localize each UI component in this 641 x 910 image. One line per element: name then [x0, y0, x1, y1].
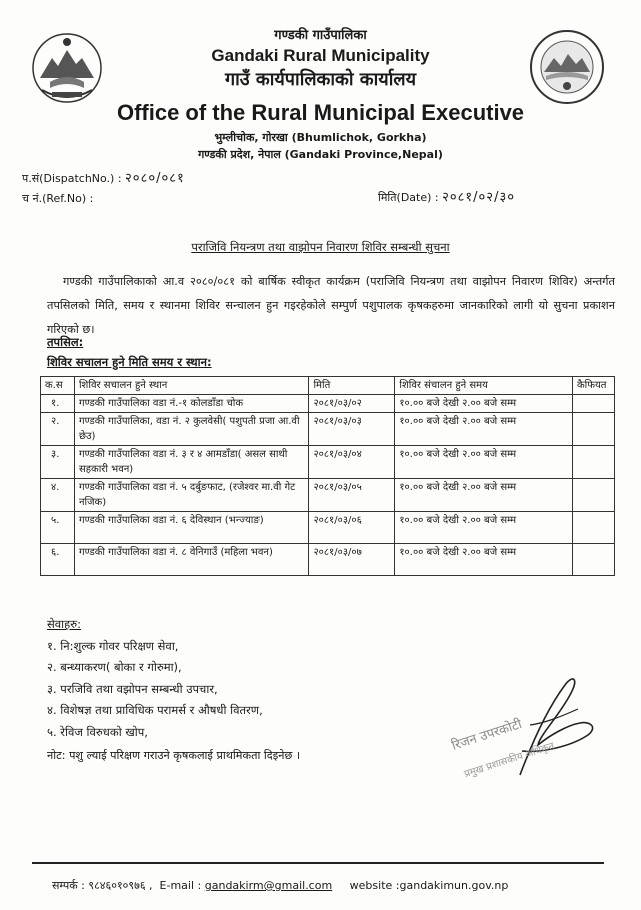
header-time: शिविर संचालन हुने समय — [395, 377, 573, 395]
footer-contact — [52, 878, 508, 893]
dispatch-number — [22, 168, 185, 186]
priority-note: नोट: पशु ल्याई परिक्षण गराउने कृषकलाई प्राथमिकता दिइनेछ । — [47, 749, 301, 762]
table-row — [41, 395, 615, 413]
cell-sn: २. — [41, 413, 75, 446]
signatory-designation: प्रमुख प्रशासकीय अधिकृत — [463, 740, 556, 781]
dispatch-label: प.सं(DispatchNo.) : — [22, 172, 122, 185]
cell-time: १०.०० बजे देखी २.०० बजे सम्म — [395, 512, 573, 544]
cell-time: १०.०० बजे देखी २.०० बजे सम्म — [395, 446, 573, 479]
cell-place: गण्डकी गाउँपालिका वडा नं. ३ र ४ आमडाँडा( असल साथी सहकारी भवन) — [74, 446, 308, 479]
cell-sn: ४. — [41, 479, 75, 512]
address-line-1: भुम्लीचोक, गोरखा (Bhumlichok, Gorkha) — [214, 131, 427, 144]
cell-remarks — [572, 413, 614, 446]
services-title: सेवाहरु: — [47, 617, 82, 631]
cell-date: २०८१/०३/०६ — [309, 512, 395, 544]
cell-time: १०.०० बजे देखी २.०० बजे सम्म — [395, 413, 573, 446]
cell-remarks — [572, 446, 614, 479]
date-value: २०८१/०२/३० — [442, 190, 515, 205]
notice-body: गण्डकी गाउँपालिकाको आ.व २०८०/०८१ को बार्षिक स्वीकृत कार्यक्रम (पराजिवि नियन्त्रण तथा वाझोपन निवारण शिविर) अन्तर्गत तपसिलको मिति, समय र स्थानमा शिविर सन्चालन हुन गइरहेकोले सम्पुर्ण पशुपालक कृषकहरुमा जानकारिको लागी यो सुचना प्रकाशन गरिएको छ। — [47, 275, 615, 336]
date-label: मिति(Date) : — [378, 191, 439, 204]
cell-date: २०८१/०३/०४ — [309, 446, 395, 479]
contact-phone: ९८४६०१०९७६ , — [88, 879, 153, 892]
header-remarks: कैफियत — [572, 377, 614, 395]
office-title-en: Office of the Rural Municipal Executive — [116, 100, 525, 125]
cell-sn: ३. — [41, 446, 75, 479]
cell-remarks — [572, 395, 614, 413]
table-row — [41, 544, 615, 576]
services-list — [47, 614, 263, 743]
signatory-name: रिजन उपरकोटी — [449, 717, 524, 754]
schedule-table — [40, 376, 615, 576]
cell-place: गण्डकी गाउँपालिका वडा नं. ६ देविस्थान (भन्ज्याङ) — [74, 512, 308, 544]
cell-place: गण्डकी गाउँपालिका वडा नं.-१ कोलडाँडा चोक — [74, 395, 308, 413]
office-title-np: गाउँ कार्यपालिकाको कार्यालय — [224, 69, 417, 90]
table-row — [41, 413, 615, 446]
header-place: शिविर सचालन हुने स्थान — [74, 377, 308, 395]
table-row — [41, 446, 615, 479]
cell-date: २०८१/०३/०३ — [309, 413, 395, 446]
list-item: ५. रेविज विरुधको खोप, — [47, 724, 148, 739]
cell-place: गण्डकी गाउँपालिका वडा नं. ८ वेनिगाउँ (महिला भवन) — [74, 544, 308, 576]
cell-remarks — [572, 479, 614, 512]
table-header-row — [41, 377, 615, 395]
email-label: E-mail : — [159, 879, 202, 892]
list-item: १. नि:शुल्क गोवर परिक्षण सेवा, — [47, 638, 179, 653]
header-sn: क.स — [41, 377, 75, 395]
cell-remarks — [572, 544, 614, 576]
email-link[interactable]: gandakirm@gmail.com — [204, 879, 333, 892]
address-line-2: गण्डकी प्रदेश, नेपाल (Gandaki Province,Nepal) — [198, 148, 443, 161]
date-field — [378, 187, 515, 205]
cell-time: १०.०० बजे देखी २.०० बजे सम्म — [395, 544, 573, 576]
website-link[interactable]: gandakimun.gov.np — [399, 879, 509, 892]
cell-sn: ५. — [41, 512, 75, 544]
cell-sn: ६. — [41, 544, 75, 576]
header-date: मिति — [309, 377, 395, 395]
dispatch-value: २०८०/०८१ — [125, 171, 185, 186]
notice-subject: पराजिवि नियन्त्रण तथा वाझोपन निवारण शिविर सम्बन्धी सुचना — [191, 240, 450, 254]
cell-time: १०.०० बजे देखी २.०० बजे सम्म — [395, 479, 573, 512]
cell-sn: १. — [41, 395, 75, 413]
schedule-heading: शिविर सचालन हुने मिति समय र स्थान: — [47, 355, 212, 369]
cell-place: गण्डकी गाउँपालिका, वडा नं. २ कुलवेसी( पशुपती प्रजा आ.वी छेउ) — [74, 413, 308, 446]
footer-divider — [32, 862, 604, 864]
table-row — [41, 479, 615, 512]
cell-remarks — [572, 512, 614, 544]
reference-number — [22, 191, 93, 206]
municipality-title-en: Gandaki Rural Municipality — [211, 46, 430, 65]
table-row — [41, 512, 615, 544]
contact-label: सम्पर्क : — [52, 879, 85, 892]
list-item: ४. विशेषज्ञ तथा प्राविधिक परामर्स र औषधी वितरण, — [47, 703, 263, 717]
tapasil-label: तपसिल: — [47, 335, 84, 349]
cell-time: १०.०० बजे देखी २.०० बजे सम्म — [395, 395, 573, 413]
cell-date: २०८१/०३/०२ — [309, 395, 395, 413]
cell-date: २०८१/०३/०७ — [309, 544, 395, 576]
list-item: ३. परजिवि तथा वझोपन सम्बन्धी उपचार, — [47, 681, 218, 696]
ref-label: च नं.(Ref.No) : — [22, 192, 94, 205]
website-label: website : — [349, 879, 400, 892]
municipality-title-np: गण्डकी गाउँपालिका — [274, 28, 367, 43]
cell-date: २०८१/०३/०५ — [309, 479, 395, 512]
cell-place: गण्डकी गाउँपालिका वडा नं. ५ दर्बुङफाट, (रजेश्वर मा.वी गेट नजिक) — [74, 479, 308, 512]
list-item: २. बन्ध्याकरण( बोका र गोरुमा), — [47, 660, 182, 674]
